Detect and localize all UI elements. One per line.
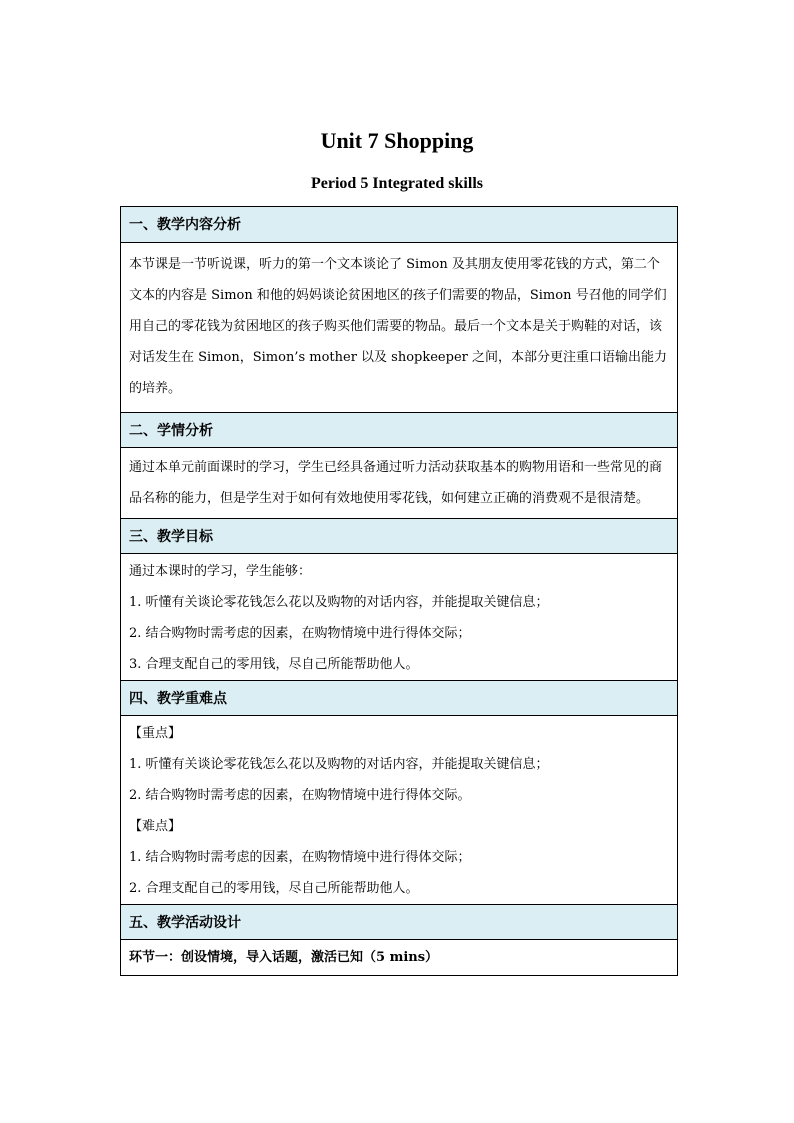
- section-heading-activity-design: 五、教学活动设计: [121, 904, 677, 940]
- key-point-item: 2. 结合购物时需考虑的因素，在购物情境中进行得体交际。: [129, 788, 471, 803]
- difficult-point-item: 1. 结合购物时需考虑的因素，在购物情境中进行得体交际；: [129, 850, 471, 865]
- section-heading-content-analysis: 一、教学内容分析: [121, 207, 677, 243]
- section-body-learner-analysis: [121, 448, 677, 518]
- section-heading-learner-analysis: 二、学情分析: [121, 412, 677, 448]
- learner-analysis-paragraph: 通过本单元前面课时的学习，学生已经具备通过听力活动获取基本的购物用语和一些常见的商品名称的能力，但是学生对于如何有效地使用零花钱，如何建立正确的消费观不是很清楚。: [129, 460, 663, 506]
- difficult-points-label: 【难点】: [129, 819, 182, 834]
- section-body-activity-design: [121, 940, 677, 975]
- key-point-item: 1. 听懂有关谈论零花钱怎么花以及购物的对话内容，并能提取关键信息；: [129, 757, 549, 772]
- objective-item: 2. 结合购物时需考虑的因素，在购物情境中进行得体交际；: [129, 626, 471, 641]
- activity-stage-1: 环节一：创设情境，导入话题，激活已知（5 mins）: [129, 950, 439, 965]
- section-body-objectives: [121, 554, 677, 680]
- section-body-content-analysis: [121, 243, 677, 412]
- document-subtitle: Period 5 Integrated skills: [311, 175, 483, 192]
- section-heading-objectives: 三、教学目标: [121, 518, 677, 554]
- document-title: Unit 7 Shopping: [320, 128, 474, 153]
- objective-item: 3. 合理支配自己的零用钱，尽自己所能帮助他人。: [129, 657, 419, 672]
- content-analysis-paragraph: 本节课是一节听说课，听力的第一个文本谈论了 Simon 及其朋友使用零花钱的方式，第二个文本的内容是 Simon 和他的妈妈谈论贫困地区的孩子们需要的物品，Simon 号召他的同学们用自己的零花钱为贫困地区的孩子购买他们需要的物品。最后一个文本是关于购鞋的对话，该对话发生在 Simon，Simon’s mother 以及 shopkeeper 之间，本部分更注重口语输出能力的培养。: [129, 257, 667, 396]
- difficult-point-item: 2. 合理支配自己的零用钱，尽自己所能帮助他人。: [129, 881, 419, 896]
- objectives-intro: 通过本课时的学习，学生能够：: [129, 564, 312, 579]
- objective-item: 1. 听懂有关谈论零花钱怎么花以及购物的对话内容，并能提取关键信息；: [129, 595, 549, 610]
- section-body-key-points: [121, 716, 677, 904]
- section-heading-key-points: 四、教学重难点: [121, 680, 677, 716]
- key-points-label: 【重点】: [129, 726, 182, 741]
- lesson-plan-table: [120, 206, 678, 976]
